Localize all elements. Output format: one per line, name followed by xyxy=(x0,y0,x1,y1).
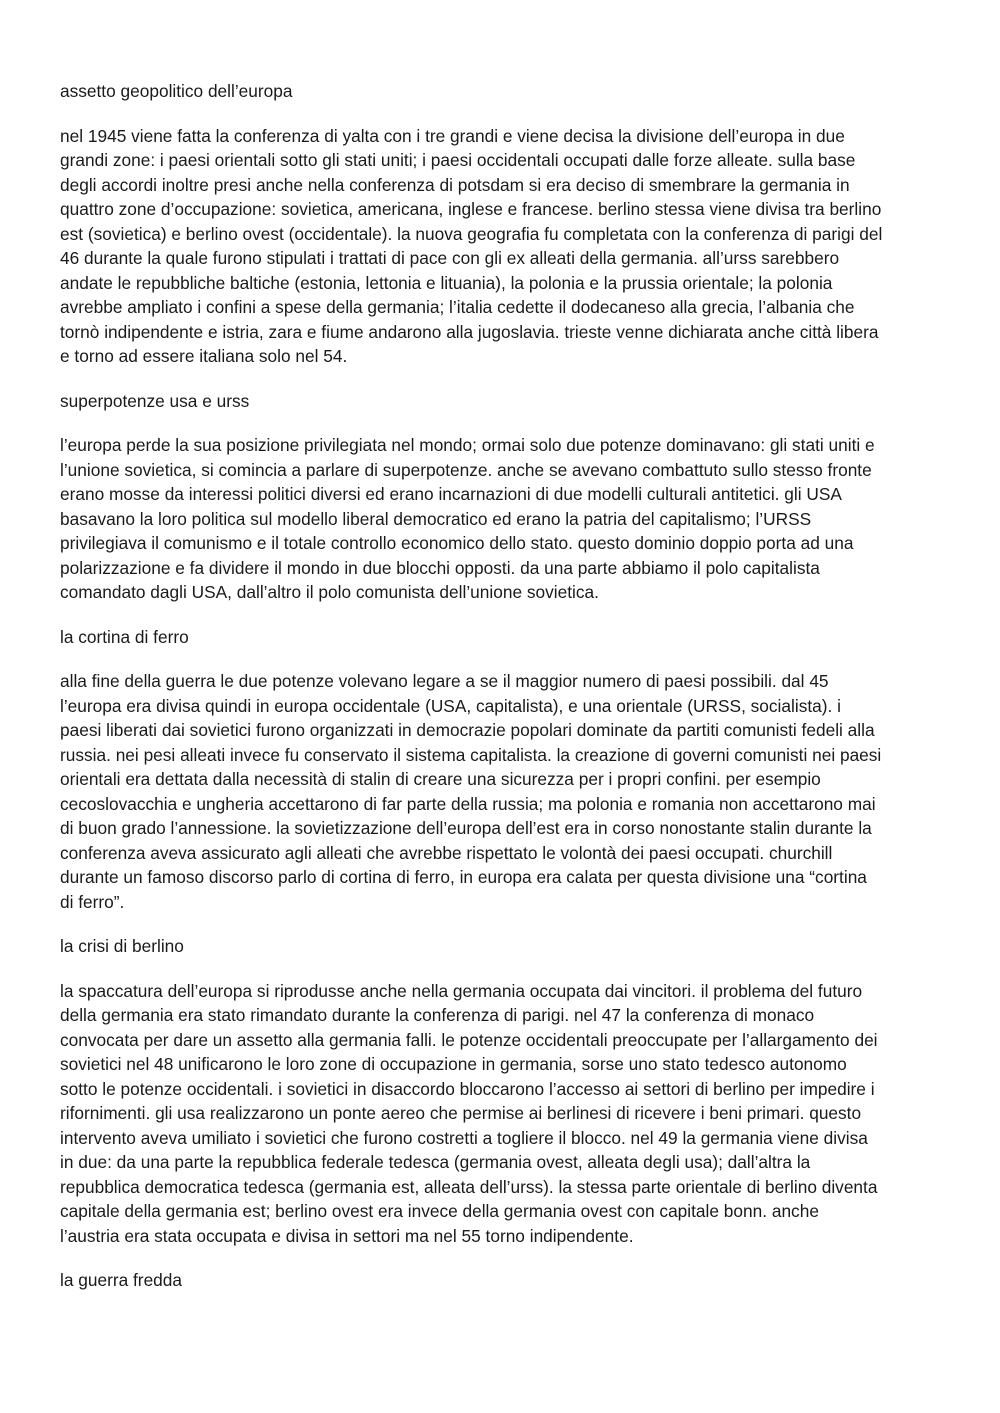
text-line: privilegiava il comunismo e il totale controllo economico dello stato. questo dominio doppio porta ad una xyxy=(60,533,854,553)
text-line: sovietici nel 48 unificarono le loro zone di occupazione in germania, sorse uno stato tedesco autonomo xyxy=(60,1054,847,1074)
text-line: convocata per dare un assetto alla germania falli. le potenze occidentali preoccupate per l’allargamento dei xyxy=(60,1029,878,1050)
text-line: la spaccatura dell’europa si riprodusse anche nella germania occupata dai vincitori. il problema del futuro xyxy=(60,980,863,1001)
text-line: della germania era stato rimandato durante la conferenza di parigi. nel 47 la conferenza di monaco xyxy=(60,1005,815,1025)
text-line: est (sovietica) e berlino ovest (occidentale). la nuova geografia fu completata con la conferenza di parigi del xyxy=(60,223,883,244)
text-line: sotto le potenze occidentali. i sovietici in disaccordo bloccarono l’accesso ai settori di berlino per impedire i xyxy=(60,1078,875,1099)
section-heading: la cortina di ferro xyxy=(60,626,189,647)
text-line: di buon grado l’annessione. la sovietizzazione dell’europa dell’est era in corso nonostante stalin durante la xyxy=(60,818,872,838)
text-line: andate le repubbliche baltiche (estonia, lettonia e lituania), la polonia e la prussia orientale; la polonia xyxy=(60,272,833,293)
text-line: cecoslovacchia e ungheria accettarono di far parte della russia; ma polonia e romania non accettarono mai xyxy=(60,793,876,814)
section-heading: assetto geopolitico dell’europa xyxy=(60,81,293,101)
text-line: l’unione sovietica, si comincia a parlare di superpotenze. anche se avevano combattuto sullo stesso fronte xyxy=(60,459,872,480)
text-line: conferenza aveva assicurato agli alleati che avrebbe rispettato le volontà dei paesi occupati. churchill xyxy=(60,842,833,863)
section-heading: superpotenze usa e urss xyxy=(60,390,250,411)
text-line: degli accordi inoltre presi anche nella conferenza di potsdam si era deciso di smembrare la germania in xyxy=(60,174,850,195)
text-line: grandi zone: i paesi orientali sotto gli stati uniti; i paesi occidentali occupati dalle forze alleate. sulla base xyxy=(60,150,856,170)
text-line: l’europa perde la sua posizione privilegiata nel mondo; ormai solo due potenze dominavano: gli stati uniti e xyxy=(60,435,875,455)
section-paragraph xyxy=(60,669,940,914)
section-paragraph xyxy=(60,433,940,605)
text-line: alla fine della guerra le due potenze volevano legare a se il maggior numero di paesi possibili. dal 45 xyxy=(60,671,829,691)
text-line: l’europa era divisa quindi in europa occidentale (USA, capitalista), e una orientale (URSS, socialista). i xyxy=(60,695,841,716)
text-line: rifornimenti. gli usa realizzarono un ponte aereo che permise ai berlinesi di ricevere i beni primari. questo xyxy=(60,1103,862,1123)
section-paragraph xyxy=(60,979,940,1249)
text-line: durante un famoso discorso parlo di cortina di ferro, in europa era calata per questa divisione una “cortina xyxy=(60,867,867,887)
text-line: e torno ad essere italiana solo nel 54. xyxy=(60,346,348,366)
text-line: comandato dagli USA, dall’altro il polo comunista dell’unione sovietica. xyxy=(60,582,599,602)
section-heading: la crisi di berlino xyxy=(60,936,184,956)
document-page xyxy=(60,79,940,1313)
text-line: intervento aveva umiliato i sovietici che furono costretti a togliere il blocco. nel 49 la germania viene divisa xyxy=(60,1127,868,1148)
text-line: l’austria era stata occupata e divisa in settori ma nel 55 torno indipendente. xyxy=(60,1225,634,1246)
text-line: russia. nei pesi alleati invece fu conservato il sistema capitalista. la creazione di governi comunisti nei paesi xyxy=(60,744,882,765)
text-line: nel 1945 viene fatta la conferenza di yalta con i tre grandi e viene decisa la divisione dell’europa in due xyxy=(60,125,845,146)
text-line: orientali era dettata dalla necessità di stalin di creare una sicurezza per i propri confini. per esempio xyxy=(60,769,821,789)
text-line: di ferro”. xyxy=(60,891,125,912)
section-paragraph xyxy=(60,124,940,369)
text-line: repubblica democratica tedesca (germania est, alleata dell’urss). la stessa parte orientale di berlino diventa xyxy=(60,1176,878,1197)
text-line: 46 durante la quale furono stipulati i trattati di pace con gli ex alleati della germania. all’urss sarebbero xyxy=(60,248,840,268)
text-line: paesi liberati dai sovietici furono organizzati in democrazie popolari dominate da partiti comunisti fedeli alla xyxy=(60,720,875,740)
text-line: in due: da una parte la repubblica federale tedesca (germania ovest, alleata degli usa); dall’altra la xyxy=(60,1152,811,1172)
text-line: tornò indipendente e istria, zara e fiume andarono alla jugoslavia. trieste venne dichiarata anche città libera xyxy=(60,321,879,342)
text-line: polarizzazione e fa dividere il mondo in due blocchi opposti. da una parte abbiamo il polo capitalista xyxy=(60,557,820,578)
text-line: basavano la loro politica sul modello liberal democratico ed erano la patria del capitalismo; l’URSS xyxy=(60,508,812,529)
section-heading: la guerra fredda xyxy=(60,1270,183,1290)
text-line: avrebbe ampliato i confini a spese della germania; l’italia cedette il dodecaneso alla grecia, l’albania che xyxy=(60,297,855,317)
text-line: capitale della germania est; berlino ovest era invece della germania ovest con capitale bonn. anche xyxy=(60,1201,819,1221)
text-line: quattro zone d’occupazione: sovietica, americana, inglese e francese. berlino stessa viene divisa tra berlino xyxy=(60,199,882,219)
text-line: erano mosse da interessi politici diversi ed erano incarnazioni di due modelli culturali antitetici. gli USA xyxy=(60,484,842,504)
